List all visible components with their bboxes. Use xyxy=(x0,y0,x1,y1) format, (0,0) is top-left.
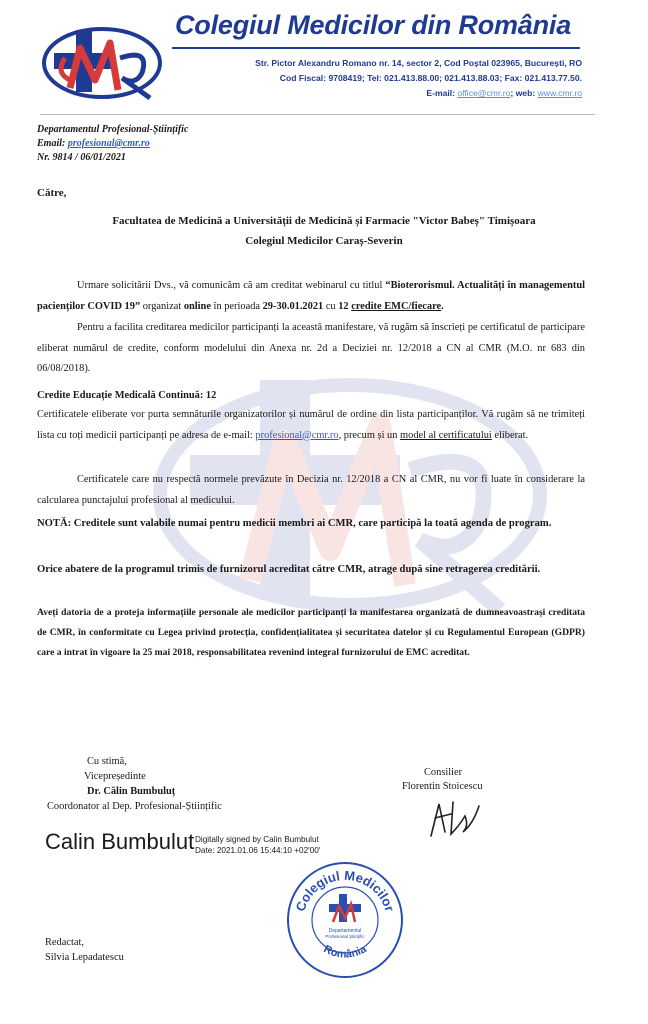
department-email xyxy=(37,138,150,149)
advisor-role: Consilier xyxy=(424,767,463,778)
gdpr-paragraph: Aveți datoria de a proteja informațiile personale ale medicilor participanți la manifestarea organizată de dumneavoastrași creditata de CMR, în conformitate cu Legea privind protecția, confidențialitatea și securitatea datelor și cu Regulamentul European (GDPR) care a intrat în vigoare la 25 mai 2018, responsabilitatea revenind integral furnizorului de EMC acreditat. xyxy=(37,607,585,658)
signatory-role: Vicepreședinte xyxy=(84,771,146,782)
header-rule xyxy=(172,47,580,49)
participant-list-email-link[interactable]: profesional@cmr.ro xyxy=(255,429,339,441)
contact-line xyxy=(426,88,582,98)
department-email-link[interactable]: profesional@cmr.ro xyxy=(67,138,150,149)
stamp-bottom-text: România xyxy=(321,943,369,961)
paragraph-certificate-model: Pentru a facilita creditarea medicilor participanți la această manifestare, vă rugăm să înscrieți pe certificatul de participare eliberat numărul de credite, conform modelului din Anexa nr. 2d a Deciziei nr. 12/2018 a CN al CMR (M.O. nr 683 din 06/08/2018). xyxy=(37,322,585,374)
stamp-top-text: Colegiul Medicilor xyxy=(292,867,398,914)
drafted-label: Redactat, xyxy=(45,937,84,948)
website-link[interactable]: www.cmr.ro xyxy=(537,88,582,98)
paragraph-participant-list: Certificatele eliberate vor purta semnăturile organizatorilor și numărul de ordine din lista participanților. Vă rugăm să ne trimiteți lista cu toți medicii participanți pe adresa de e-mail: profesional@cmr.ro, precum și un model al certificatului eliberat. xyxy=(37,409,585,441)
recipient-line-1: Facultatea de Medicină a Universității de Medicină și Farmacie "Victor Babeș" Timișoara xyxy=(112,215,536,227)
department-email-label: Email: xyxy=(37,138,68,149)
stamp-inner-line-2: Profesional Științific xyxy=(325,934,365,939)
closing: Cu stimă, xyxy=(87,756,127,767)
registration-number: Nr. 9814 / 06/01/2021 xyxy=(37,152,126,163)
certificate-model-link[interactable]: model al certificatului xyxy=(400,429,492,441)
cmr-logo xyxy=(40,18,165,108)
signatory-department-role: Coordonator al Dep. Profesional-Științific xyxy=(47,801,222,812)
paragraph-webinar: Urmare solicitării Dvs., vă comunicăm că am creditat webinarul cu titlul “Bioterorismul. Actualități în managementul pacienților COVID 19” organizat online în perioada 29-30.01.2021 cu 12 credite EMC/fiecare. xyxy=(37,280,585,312)
department-name: Departamentul Profesional-Științific xyxy=(37,124,189,135)
official-stamp xyxy=(285,860,405,980)
svg-text:România xyxy=(322,943,370,961)
credits-heading: Credite Educație Medicală Continuă: 12 xyxy=(37,390,217,401)
address-line-1: Str. Pictor Alexandru Romano nr. 14, sector 2, Cod Poștal 023965, București, RO xyxy=(255,58,582,68)
office-email-link[interactable]: office@cmr.ro xyxy=(457,88,511,98)
header-divider xyxy=(40,114,595,115)
advisor-name: Florentin Stoicescu xyxy=(402,781,483,792)
note-credits-validity: NOTĂ: Creditele sunt valabile numai pentru medicii membri ai CMR, care participă la toată agenda de program. xyxy=(37,518,552,529)
address-line-2: Cod Fiscal: 9708419; Tel: 021.413.88.00; 021.413.88.03; Fax: 021.413.77.50. xyxy=(279,73,582,83)
digital-signature-name: Calin Bumbulut xyxy=(45,829,195,854)
paragraph-norms: Certificatele care nu respectă normele prevăzute în Decizia nr. 12/2018 a CN al CMR, nu vor fi luate în considerare la calcularea punctajului profesional al medicului. xyxy=(37,474,585,506)
email-label: E-mail: xyxy=(426,88,458,98)
digital-signature-date: Date: 2021.01.06 15:44:10 +02'00' xyxy=(195,846,321,855)
signatory-name: Dr. Călin Bumbuluț xyxy=(87,786,176,797)
recipient-line-2: Colegiul Medicilor Caraș-Severin xyxy=(245,235,403,247)
digital-signature-line-1: Digitally signed by Calin Bumbulut xyxy=(195,835,319,844)
note-withdrawal: Orice abatere de la programul trimis de furnizorul acreditat către CMR, atrage după sine retragerea creditării. xyxy=(37,564,541,575)
org-title: Colegiul Medicilor din România xyxy=(175,10,572,40)
handwritten-signature xyxy=(425,796,485,842)
drafted-by: Silvia Lepadatescu xyxy=(45,952,124,963)
stamp-inner-line-1: Departamentul xyxy=(328,928,362,934)
web-label: ; web: xyxy=(510,88,538,98)
salutation: Către, xyxy=(37,187,67,199)
